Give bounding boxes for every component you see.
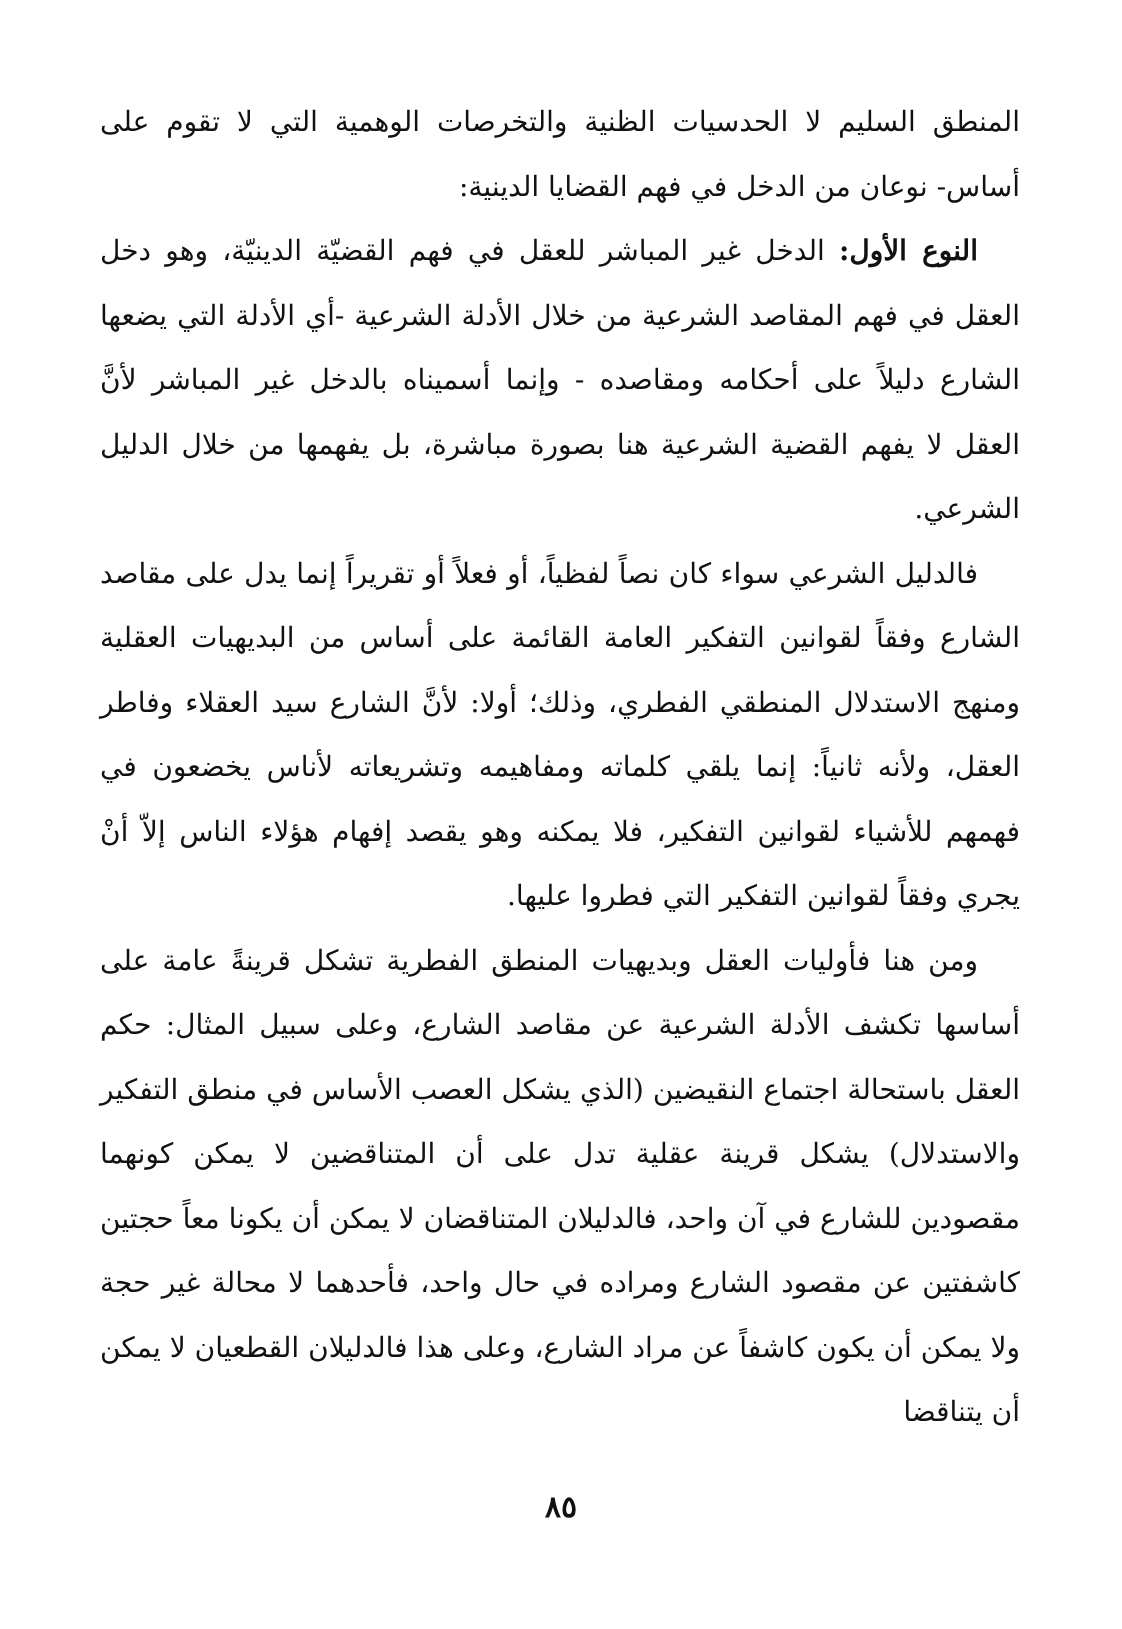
paragraph-3 xyxy=(100,542,1020,929)
paragraph-1-text: المنطق السليم لا الحدسيات الظنية والتخرصات الوهمية التي لا تقوم على أساس- نوعان من الدخل في فهم القضايا الدينية: xyxy=(100,105,1020,203)
body-text xyxy=(100,90,1020,1445)
paragraph-4-text: ومن هنا فأوليات العقل وبديهيات المنطق الفطرية تشكل قرينةً عامة على أساسها تكشف الأدلة الشرعية عن مقاصد الشارع، وعلى سبيل المثال: حكم العقل باستحالة اجتماع النقيضين (الذي يشكل العصب الأساس في منطق التفكير والاستدلال) يشكل قرينة عقلية تدل على أن المتناقضين لا يمكن كونهما مقصودين للشارع في آن واحد، فالدليلان المتناقضان لا يمكن أن يكونا معاً حجتين كاشفتين عن مقصود الشارع ومراده في حال واحد، فأحدهما لا محالة غير حجة ولا يمكن أن يكون كاشفاً عن مراد الشارع، وعلى هذا فالدليلان القطعيان لا يمكن أن يتناقضا xyxy=(100,943,1020,1428)
paragraph-1 xyxy=(100,90,1020,219)
paragraph-3-text: فالدليل الشرعي سواء كان نصاً لفظياً، أو فعلاً أو تقريراً إنما يدل على مقاصد الشارع وفقاً لقوانين التفكير العامة القائمة على أساس من البديهيات العقلية ومنهج الاستدلال المنطقي الفطري، وذلك؛ أولا: لأنَّ الشارع سيد العقلاء وفاطر العقل، ولأنه ثانياً: إنما يلقي كلماته ومفاهيمه وتشريعاته لأناس يخضعون في فهمهم للأشياء لقوانين التفكير، فلا يمكنه وهو يقصد إفهام هؤلاء الناس إلاّ أنْ يجري وفقاً لقوانين التفكير التي فطروا عليها. xyxy=(100,556,1020,912)
page-number: ٨٥ xyxy=(544,1490,578,1525)
paragraph-2-text: الدخل غير المباشر للعقل في فهم القضيّة الدينيّة، وهو دخل العقل في فهم المقاصد الشرعية من خلال الأدلة الشرعية -أي الأدلة التي يضعها الشارع دليلاً على أحكامه ومقاصده - وإنما أسميناه بالدخل غير المباشر لأنَّ العقل لا يفهم القضية الشرعية هنا بصورة مباشرة، بل يفهمها من خلال الدليل الشرعي. xyxy=(100,234,1020,525)
paragraph-4 xyxy=(100,929,1020,1445)
paragraph-2 xyxy=(100,219,1020,542)
section-heading: النوع الأول: xyxy=(839,234,978,267)
